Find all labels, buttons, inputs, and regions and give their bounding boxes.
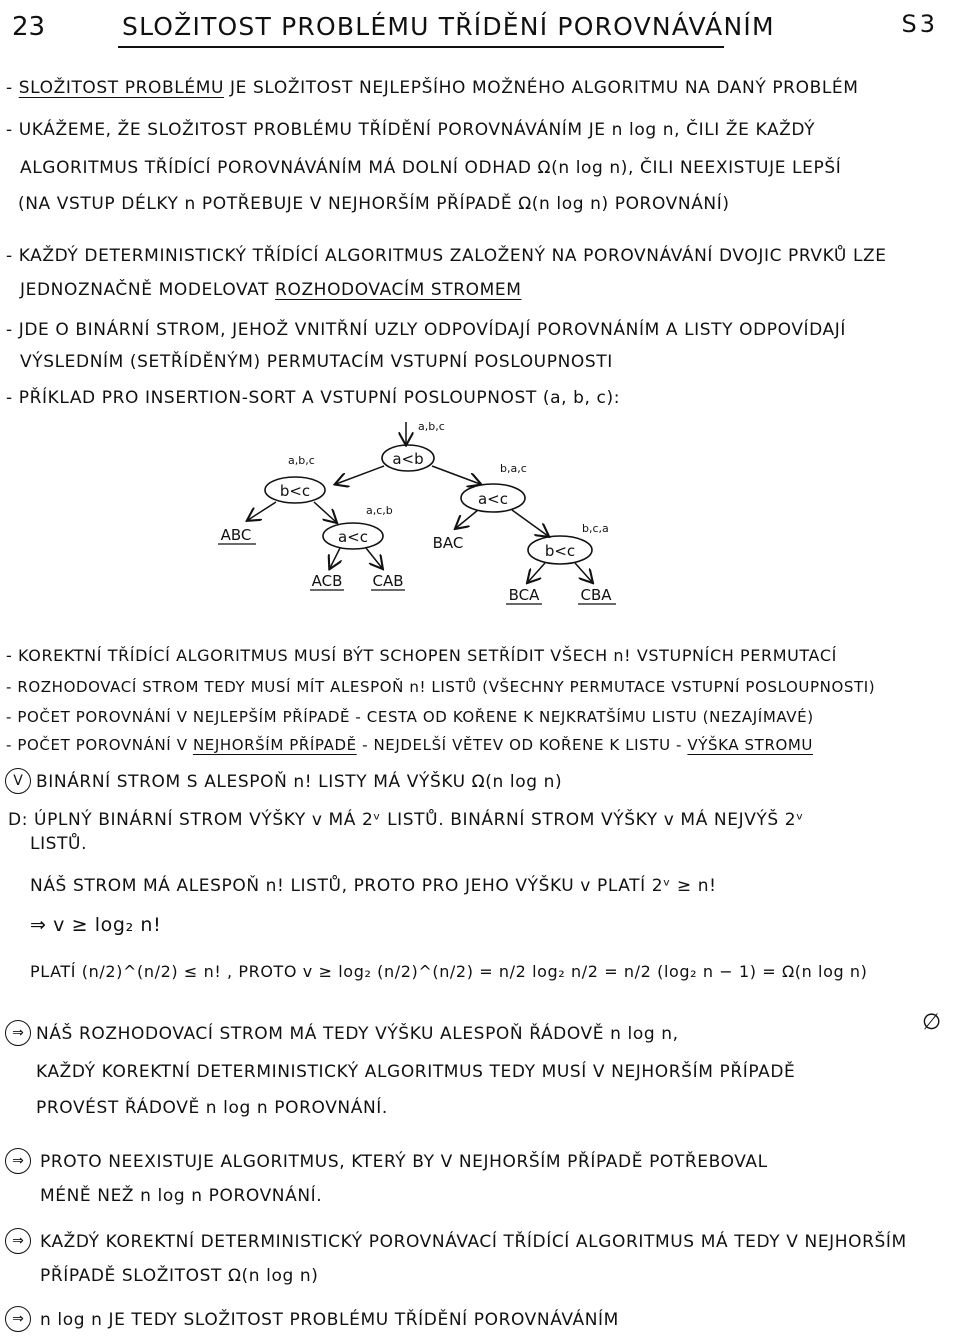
edge-annotation-right-right: b,c,a xyxy=(582,522,609,535)
example-line: - PŘÍKLAD PRO INSERTION-SORT A VSTUPNÍ POSLOUPNOST (a, b, c): xyxy=(6,388,621,408)
page-title: SLOŽITOST PROBLÉMU TŘÍDĚNÍ POROVNÁVÁNÍM xyxy=(122,12,775,41)
leaf-cab: CAB xyxy=(372,572,404,590)
claim-line-2: ALGORITMUS TŘÍDÍCÍ POROVNÁVÁNÍM MÁ DOLNÍ ODHAD Ω(n log n), ČILI NEEXISTUJE LEPŠÍ xyxy=(20,158,842,178)
edge-leftright-cab xyxy=(366,548,382,568)
fact-line-2: - ROZHODOVACÍ STROM TEDY MUSÍ MÍT ALESPOŇ n! LISTŮ (VŠECHNY PERMUTACE VSTUPNÍ POSLOUPNOSTI) xyxy=(6,678,876,696)
tree-desc-line-1: - JDE O BINÁRNÍ STROM, JEHOŽ VNITŘNÍ UZLY ODPOVÍDAJÍ POROVNÁNÍM A LISTY ODPOVÍDAJÍ xyxy=(6,320,847,340)
edge-root-left xyxy=(336,466,384,484)
decision-tree-diagram xyxy=(0,410,976,610)
theorem-statement: BINÁRNÍ STROM S ALESPOŇ n! LISTY MÁ VÝŠKU Ω(n log n) xyxy=(36,772,563,792)
page-code: S3 xyxy=(901,10,938,38)
claim-line-3: (NA VSTUP DÉLKY n POTŘEBUJE V NEJHORŠÍM PŘÍPADĚ Ω(n log n) POROVNÁNÍ) xyxy=(18,194,730,214)
edge-left-abc xyxy=(248,502,276,520)
model-line-2 xyxy=(20,282,522,299)
title-underline xyxy=(118,46,724,48)
tree-node-right-label: a<c xyxy=(477,490,509,508)
leaf-abc: ABC xyxy=(220,526,252,544)
conclusion-arrow-1: ⇒ xyxy=(5,1020,31,1046)
qed-symbol: ∅ xyxy=(922,1010,942,1035)
edge-right-rightright xyxy=(512,510,548,536)
tree-node-left-right-label: a<c xyxy=(337,528,369,546)
claim-line-1: - UKÁŽEME, ŽE SLOŽITOST PROBLÉMU TŘÍDĚNÍ POROVNÁVÁNÍM JE n log n, ČILI ŽE KAŽDÝ xyxy=(6,120,816,140)
edge-right-bac xyxy=(456,510,478,528)
page-number: 23 xyxy=(12,12,46,42)
conclusion-2-line-1: PROTO NEEXISTUJE ALGORITMUS, KTERÝ BY V NEJHORŠÍM PŘÍPADĚ POTŘEBOVAL xyxy=(40,1152,768,1172)
tree-node-root-label: a<b xyxy=(392,450,424,468)
tree-desc-line-2: VÝSLEDNÍM (SETŘÍDĚNÝM) PERMUTACÍM VSTUPNÍ POSLOUPNOSTI xyxy=(20,352,613,372)
theorem-marker: V xyxy=(5,768,31,794)
fact-line-4 xyxy=(6,738,813,753)
edge-leftright-acb xyxy=(330,548,340,568)
conclusion-arrow-3: ⇒ xyxy=(5,1228,31,1254)
conclusion-arrow-2: ⇒ xyxy=(5,1148,31,1174)
proof-line-2: LISTŮ. xyxy=(30,834,88,854)
proof-line-3: NÁŠ STROM MÁ ALESPOŇ n! LISTŮ, PROTO PRO JEHO VÝŠKU v PLATÍ 2ᵛ ≥ n! xyxy=(30,876,717,896)
leaf-cba: CBA xyxy=(580,586,612,604)
conclusion-1-line-3: PROVÉST ŘÁDOVĚ n log n POROVNÁNÍ. xyxy=(36,1098,388,1118)
model-line-2-text: JEDNOZNAČNĚ MODELOVAT xyxy=(20,280,270,300)
leaf-acb: ACB xyxy=(311,572,343,590)
worst-case-term: NEJHORŠÍM PŘÍPADĚ xyxy=(192,736,357,754)
edge-annotation-left: a,b,c xyxy=(288,454,315,467)
tree-node-right-right-label: b<c xyxy=(544,542,576,560)
definition-text: JE SLOŽITOST NEJLEPŠÍHO MOŽNÉHO ALGORITMU NA DANÝ PROBLÉM xyxy=(230,78,859,98)
edge-left-leftright xyxy=(314,502,336,522)
fact-line-3: - POČET POROVNÁNÍ V NEJLEPŠÍM PŘÍPADĚ - CESTA OD KOŘENE K NEJKRATŠÍMU LISTU (NEZAJÍMAVÉ) xyxy=(6,708,814,726)
fact-line-4-pre: - POČET POROVNÁNÍ V xyxy=(6,736,188,754)
conclusion-3-line-2: PŘÍPADĚ SLOŽITOST Ω(n log n) xyxy=(40,1266,319,1286)
definition-line: - SLOŽITOST PROBLÉMU JE SLOŽITOST NEJLEPŠÍHO MOŽNÉHO ALGORITMU NA DANÝ PROBLÉM xyxy=(6,78,859,98)
decision-tree-term: ROZHODOVACÍM STROMEM xyxy=(275,280,522,300)
edge-rightright-bca xyxy=(528,563,545,582)
conclusion-1-line-1: NÁŠ ROZHODOVACÍ STROM MÁ TEDY VÝŠKU ALESPOŇ ŘÁDOVĚ n log n, xyxy=(36,1024,679,1044)
fact-line-4-mid: - NEJDELŠÍ VĚTEV OD KOŘENE K LISTU - xyxy=(362,736,683,754)
edge-root-right xyxy=(432,466,480,484)
leaf-bac: BAC xyxy=(432,534,464,552)
leaf-bca: BCA xyxy=(508,586,540,604)
fact-line-1: - KOREKTNÍ TŘÍDÍCÍ ALGORITMUS MUSÍ BÝT SCHOPEN SETŘÍDIT VŠECH n! VSTUPNÍCH PERMUTACÍ xyxy=(6,646,837,665)
root-annotation: a,b,c xyxy=(418,420,445,433)
proof-line-4: ⇒ v ≥ log₂ n! xyxy=(30,914,162,936)
edge-annotation-right: b,a,c xyxy=(500,462,527,475)
conclusion-arrow-4: ⇒ xyxy=(5,1306,31,1332)
proof-line-5: PLATÍ (n/2)^(n/2) ≤ n! , PROTO v ≥ log₂ (n/2)^(n/2) = n/2 log₂ n/2 = n/2 (log₂ n − 1) = Ω(n log n) xyxy=(30,962,868,981)
tree-height-term: VÝŠKA STROMU xyxy=(687,736,813,754)
proof-line-1: D: ÚPLNÝ BINÁRNÍ STROM VÝŠKY v MÁ 2ᵛ LISTŮ. BINÁRNÍ STROM VÝŠKY v MÁ NEJVÝŠ 2ᵛ xyxy=(8,810,804,830)
definition-term: SLOŽITOST PROBLÉMU xyxy=(18,78,225,98)
model-line-1: - KAŽDÝ DETERMINISTICKÝ TŘÍDÍCÍ ALGORITMUS ZALOŽENÝ NA POROVNÁVÁNÍ DVOJIC PRVKŮ LZE xyxy=(6,246,887,266)
conclusion-4-line-1: n log n JE TEDY SLOŽITOST PROBLÉMU TŘÍDĚNÍ POROVNÁVÁNÍM xyxy=(40,1310,619,1330)
edge-annotation-left-right: a,c,b xyxy=(366,504,393,517)
conclusion-3-line-1: KAŽDÝ KOREKTNÍ DETERMINISTICKÝ POROVNÁVACÍ TŘÍDÍCÍ ALGORITMUS MÁ TEDY V NEJHORŠÍM xyxy=(40,1232,907,1252)
edge-rightright-cba xyxy=(575,563,592,582)
conclusion-1-line-2: KAŽDÝ KOREKTNÍ DETERMINISTICKÝ ALGORITMUS TEDY MUSÍ V NEJHORŠÍM PŘÍPADĚ xyxy=(36,1062,796,1082)
tree-node-left-label: b<c xyxy=(279,482,311,500)
conclusion-2-line-2: MÉNĚ NEŽ n log n POROVNÁNÍ. xyxy=(40,1186,323,1206)
